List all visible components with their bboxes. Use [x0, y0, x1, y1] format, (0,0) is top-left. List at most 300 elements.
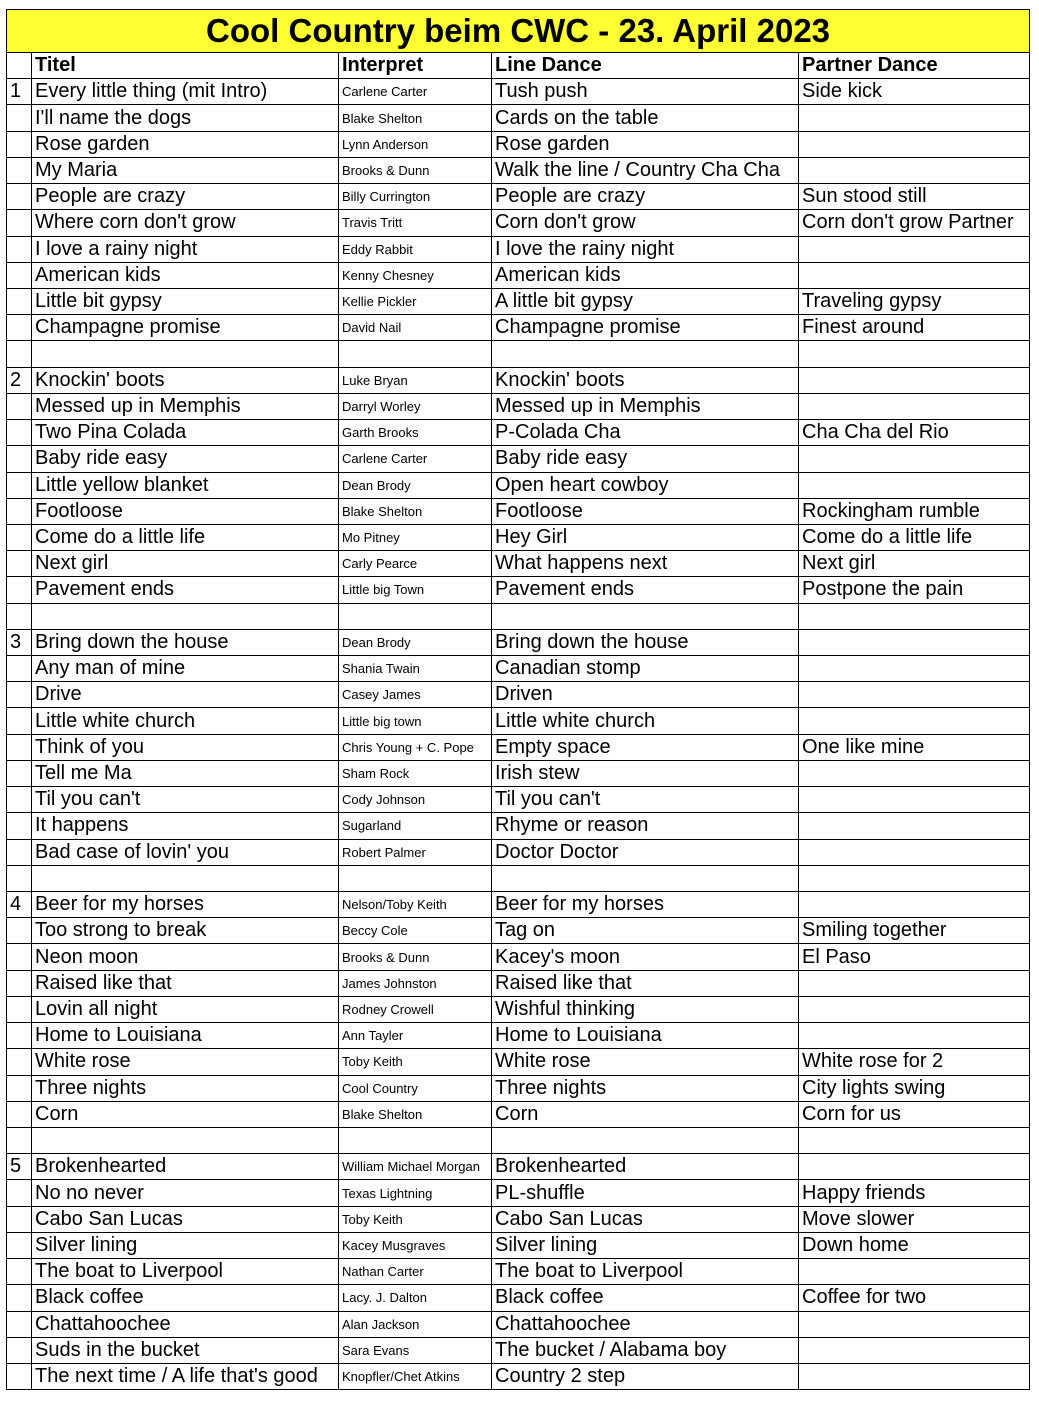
partner-dance-name	[799, 1363, 1030, 1389]
block-number	[7, 1127, 32, 1153]
song-title: Champagne promise	[32, 315, 339, 341]
partner-dance-name	[799, 1023, 1030, 1049]
artist-name	[339, 603, 492, 629]
song-title: I'll name the dogs	[32, 105, 339, 131]
block-number	[7, 1259, 32, 1285]
song-title: White rose	[32, 1049, 339, 1075]
artist-name: Alan Jackson	[339, 1311, 492, 1337]
artist-name: Ann Tayler	[339, 1023, 492, 1049]
song-title: Think of you	[32, 734, 339, 760]
table-row	[7, 472, 1030, 498]
block-number	[7, 996, 32, 1022]
line-dance-name: Bring down the house	[492, 629, 799, 655]
artist-name: Dean Brody	[339, 472, 492, 498]
block-number	[7, 760, 32, 786]
partner-dance-name: Corn for us	[799, 1101, 1030, 1127]
artist-name: Mo Pitney	[339, 524, 492, 550]
table-row	[7, 787, 1030, 813]
artist-name: Sham Rock	[339, 760, 492, 786]
block-number	[7, 551, 32, 577]
partner-dance-name	[799, 105, 1030, 131]
block-number	[7, 918, 32, 944]
artist-name: David Nail	[339, 315, 492, 341]
artist-name: Little big town	[339, 708, 492, 734]
song-title: Bring down the house	[32, 629, 339, 655]
block-number	[7, 787, 32, 813]
table-row	[7, 420, 1030, 446]
artist-name: Beccy Cole	[339, 918, 492, 944]
table-row	[7, 944, 1030, 970]
partner-dance-name	[799, 1154, 1030, 1180]
partner-dance-name	[799, 813, 1030, 839]
artist-name: Lynn Anderson	[339, 131, 492, 157]
table-row	[7, 210, 1030, 236]
block-number	[7, 393, 32, 419]
line-dance-name: Hey Girl	[492, 524, 799, 550]
table-row	[7, 236, 1030, 262]
table-row	[7, 524, 1030, 550]
block-number	[7, 682, 32, 708]
line-dance-name: Three nights	[492, 1075, 799, 1101]
block-number	[7, 472, 32, 498]
table-row	[7, 839, 1030, 865]
line-dance-name: Doctor Doctor	[492, 839, 799, 865]
table-row	[7, 1127, 1030, 1153]
partner-dance-name	[799, 996, 1030, 1022]
line-dance-name: Rhyme or reason	[492, 813, 799, 839]
line-dance-name: Little white church	[492, 708, 799, 734]
line-dance-name: Baby ride easy	[492, 446, 799, 472]
artist-name: Sugarland	[339, 813, 492, 839]
line-dance-name: Brokenhearted	[492, 1154, 799, 1180]
partner-dance-name	[799, 892, 1030, 918]
block-number	[7, 944, 32, 970]
line-dance-name: P-Colada Cha	[492, 420, 799, 446]
block-number	[7, 1023, 32, 1049]
song-title: Too strong to break	[32, 918, 339, 944]
table-row	[7, 1101, 1030, 1127]
line-dance-name: Country 2 step	[492, 1363, 799, 1389]
artist-name: Toby Keith	[339, 1049, 492, 1075]
song-title: Tell me Ma	[32, 760, 339, 786]
table-row	[7, 288, 1030, 314]
title-row	[7, 10, 1030, 53]
line-dance-name: American kids	[492, 262, 799, 288]
line-dance-name: Cabo San Lucas	[492, 1206, 799, 1232]
line-dance-name: Raised like that	[492, 970, 799, 996]
table-row	[7, 682, 1030, 708]
artist-name: Billy Currington	[339, 184, 492, 210]
artist-name: Casey James	[339, 682, 492, 708]
artist-name: Travis Tritt	[339, 210, 492, 236]
table-row	[7, 996, 1030, 1022]
artist-name: Nathan Carter	[339, 1259, 492, 1285]
artist-name: Rodney Crowell	[339, 996, 492, 1022]
song-title: Raised like that	[32, 970, 339, 996]
block-number	[7, 157, 32, 183]
song-title: The next time / A life that's good	[32, 1363, 339, 1389]
artist-name	[339, 865, 492, 891]
table-row	[7, 1154, 1030, 1180]
artist-name: Texas Lightning	[339, 1180, 492, 1206]
block-number	[7, 970, 32, 996]
table-row	[7, 184, 1030, 210]
song-title: I love a rainy night	[32, 236, 339, 262]
block-number: 4	[7, 892, 32, 918]
partner-dance-name: Traveling gypsy	[799, 288, 1030, 314]
partner-dance-name	[799, 708, 1030, 734]
playlist-table-body	[7, 10, 1030, 1390]
block-number	[7, 577, 32, 603]
song-title: Where corn don't grow	[32, 210, 339, 236]
block-number	[7, 446, 32, 472]
artist-name: Cool Country	[339, 1075, 492, 1101]
partner-dance-name: Sun stood still	[799, 184, 1030, 210]
partner-dance-name	[799, 656, 1030, 682]
line-dance-name: A little bit gypsy	[492, 288, 799, 314]
artist-name: Kenny Chesney	[339, 262, 492, 288]
artist-name: Nelson/Toby Keith	[339, 892, 492, 918]
block-number	[7, 1337, 32, 1363]
partner-dance-name	[799, 760, 1030, 786]
line-dance-name: The boat to Liverpool	[492, 1259, 799, 1285]
song-title: Little bit gypsy	[32, 288, 339, 314]
artist-name	[339, 1127, 492, 1153]
line-dance-name: People are crazy	[492, 184, 799, 210]
partner-dance-name: Move slower	[799, 1206, 1030, 1232]
song-title: Baby ride easy	[32, 446, 339, 472]
partner-dance-name	[799, 970, 1030, 996]
line-dance-name: Driven	[492, 682, 799, 708]
block-number	[7, 420, 32, 446]
song-title: Home to Louisiana	[32, 1023, 339, 1049]
partner-dance-name	[799, 865, 1030, 891]
table-row	[7, 446, 1030, 472]
table-row	[7, 865, 1030, 891]
partner-dance-name: Finest around	[799, 315, 1030, 341]
table-row	[7, 1337, 1030, 1363]
song-title: Lovin all night	[32, 996, 339, 1022]
line-dance-name: Canadian stomp	[492, 656, 799, 682]
song-title: Cabo San Lucas	[32, 1206, 339, 1232]
table-row	[7, 1180, 1030, 1206]
song-title: The boat to Liverpool	[32, 1259, 339, 1285]
partner-dance-name	[799, 157, 1030, 183]
header-line-dance: Line Dance	[492, 53, 799, 79]
song-title: Three nights	[32, 1075, 339, 1101]
table-row	[7, 315, 1030, 341]
line-dance-name: Chattahoochee	[492, 1311, 799, 1337]
table-row	[7, 157, 1030, 183]
partner-dance-name: Corn don't grow Partner	[799, 210, 1030, 236]
artist-name	[339, 341, 492, 367]
partner-dance-name: Rockingham rumble	[799, 498, 1030, 524]
block-number	[7, 603, 32, 629]
song-title	[32, 1127, 339, 1153]
block-number	[7, 341, 32, 367]
line-dance-name: Messed up in Memphis	[492, 393, 799, 419]
partner-dance-name: Come do a little life	[799, 524, 1030, 550]
partner-dance-name: White rose for 2	[799, 1049, 1030, 1075]
line-dance-name: What happens next	[492, 551, 799, 577]
artist-name: Blake Shelton	[339, 498, 492, 524]
block-number	[7, 498, 32, 524]
block-number: 2	[7, 367, 32, 393]
block-number	[7, 734, 32, 760]
header-artist: Interpret	[339, 53, 492, 79]
partner-dance-name: Side kick	[799, 79, 1030, 105]
block-number	[7, 262, 32, 288]
song-title: Rose garden	[32, 131, 339, 157]
artist-name: Brooks & Dunn	[339, 157, 492, 183]
partner-dance-name	[799, 629, 1030, 655]
song-title: Bad case of lovin' you	[32, 839, 339, 865]
artist-name: Carlene Carter	[339, 79, 492, 105]
block-number	[7, 1206, 32, 1232]
line-dance-name: Black coffee	[492, 1285, 799, 1311]
block-number	[7, 131, 32, 157]
artist-name: Luke Bryan	[339, 367, 492, 393]
block-number	[7, 315, 32, 341]
partner-dance-name	[799, 1337, 1030, 1363]
song-title	[32, 865, 339, 891]
line-dance-name: Home to Louisiana	[492, 1023, 799, 1049]
line-dance-name: Pavement ends	[492, 577, 799, 603]
partner-dance-name	[799, 603, 1030, 629]
block-number	[7, 1363, 32, 1389]
line-dance-name: I love the rainy night	[492, 236, 799, 262]
partner-dance-name	[799, 1127, 1030, 1153]
song-title: Silver lining	[32, 1232, 339, 1258]
artist-name: Chris Young + C. Pope	[339, 734, 492, 760]
line-dance-name: Tag on	[492, 918, 799, 944]
block-number	[7, 1285, 32, 1311]
block-number	[7, 865, 32, 891]
line-dance-name: Champagne promise	[492, 315, 799, 341]
song-title: Suds in the bucket	[32, 1337, 339, 1363]
table-row	[7, 1232, 1030, 1258]
playlist-table	[6, 9, 1030, 1390]
table-row	[7, 656, 1030, 682]
block-number	[7, 1075, 32, 1101]
table-row	[7, 1259, 1030, 1285]
line-dance-name: Corn don't grow	[492, 210, 799, 236]
partner-dance-name: Down home	[799, 1232, 1030, 1258]
table-row	[7, 892, 1030, 918]
table-row	[7, 1075, 1030, 1101]
song-title: Neon moon	[32, 944, 339, 970]
block-number	[7, 288, 32, 314]
block-number	[7, 1180, 32, 1206]
song-title: Come do a little life	[32, 524, 339, 550]
line-dance-name: Tush push	[492, 79, 799, 105]
line-dance-name: Til you can't	[492, 787, 799, 813]
artist-name: Carly Pearce	[339, 551, 492, 577]
block-number	[7, 656, 32, 682]
page-title: Cool Country beim CWC - 23. April 2023	[7, 10, 1030, 53]
block-number	[7, 236, 32, 262]
partner-dance-name	[799, 682, 1030, 708]
table-row	[7, 760, 1030, 786]
table-row	[7, 498, 1030, 524]
table-row	[7, 1363, 1030, 1389]
song-title: Any man of mine	[32, 656, 339, 682]
line-dance-name: Silver lining	[492, 1232, 799, 1258]
header-row	[7, 53, 1030, 79]
artist-name: Dean Brody	[339, 629, 492, 655]
line-dance-name: Wishful thinking	[492, 996, 799, 1022]
line-dance-name: Empty space	[492, 734, 799, 760]
partner-dance-name: Cha Cha del Rio	[799, 420, 1030, 446]
artist-name: Kacey Musgraves	[339, 1232, 492, 1258]
partner-dance-name	[799, 367, 1030, 393]
partner-dance-name: Next girl	[799, 551, 1030, 577]
artist-name: Blake Shelton	[339, 1101, 492, 1127]
line-dance-name: Open heart cowboy	[492, 472, 799, 498]
table-row	[7, 262, 1030, 288]
partner-dance-name: Happy friends	[799, 1180, 1030, 1206]
block-number	[7, 813, 32, 839]
line-dance-name: White rose	[492, 1049, 799, 1075]
song-title: Every little thing (mit Intro)	[32, 79, 339, 105]
table-row	[7, 367, 1030, 393]
artist-name: Robert Palmer	[339, 839, 492, 865]
song-title: People are crazy	[32, 184, 339, 210]
song-title: Pavement ends	[32, 577, 339, 603]
song-title: Corn	[32, 1101, 339, 1127]
block-number	[7, 1049, 32, 1075]
line-dance-name: Beer for my horses	[492, 892, 799, 918]
line-dance-name: Corn	[492, 1101, 799, 1127]
block-number	[7, 210, 32, 236]
partner-dance-name	[799, 787, 1030, 813]
line-dance-name: The bucket / Alabama boy	[492, 1337, 799, 1363]
song-title	[32, 341, 339, 367]
table-row	[7, 603, 1030, 629]
song-title: Knockin' boots	[32, 367, 339, 393]
song-title: Two Pina Colada	[32, 420, 339, 446]
partner-dance-name	[799, 1311, 1030, 1337]
partner-dance-name	[799, 131, 1030, 157]
partner-dance-name	[799, 393, 1030, 419]
song-title: It happens	[32, 813, 339, 839]
artist-name: Garth Brooks	[339, 420, 492, 446]
artist-name: Toby Keith	[339, 1206, 492, 1232]
artist-name: William Michael Morgan	[339, 1154, 492, 1180]
artist-name: Lacy. J. Dalton	[339, 1285, 492, 1311]
table-row	[7, 734, 1030, 760]
song-title: Chattahoochee	[32, 1311, 339, 1337]
song-title: American kids	[32, 262, 339, 288]
line-dance-name: Footloose	[492, 498, 799, 524]
table-row	[7, 1206, 1030, 1232]
song-title	[32, 603, 339, 629]
block-number	[7, 708, 32, 734]
partner-dance-name	[799, 472, 1030, 498]
partner-dance-name	[799, 446, 1030, 472]
table-row	[7, 577, 1030, 603]
song-title: Little yellow blanket	[32, 472, 339, 498]
line-dance-name: Walk the line / Country Cha Cha	[492, 157, 799, 183]
line-dance-name	[492, 603, 799, 629]
block-number	[7, 1232, 32, 1258]
table-row	[7, 708, 1030, 734]
partner-dance-name	[799, 262, 1030, 288]
block-number: 5	[7, 1154, 32, 1180]
song-title: Black coffee	[32, 1285, 339, 1311]
block-number	[7, 184, 32, 210]
line-dance-name	[492, 865, 799, 891]
song-title: Footloose	[32, 498, 339, 524]
artist-name: Cody Johnson	[339, 787, 492, 813]
table-row	[7, 918, 1030, 944]
partner-dance-name: Coffee for two	[799, 1285, 1030, 1311]
artist-name: Carlene Carter	[339, 446, 492, 472]
header-number	[7, 53, 32, 79]
artist-name: Kellie Pickler	[339, 288, 492, 314]
table-row	[7, 970, 1030, 996]
table-row	[7, 1311, 1030, 1337]
block-number	[7, 105, 32, 131]
artist-name: Little big Town	[339, 577, 492, 603]
header-partner-dance: Partner Dance	[799, 53, 1030, 79]
table-row	[7, 131, 1030, 157]
line-dance-name: PL-shuffle	[492, 1180, 799, 1206]
partner-dance-name	[799, 341, 1030, 367]
artist-name: Darryl Worley	[339, 393, 492, 419]
artist-name: James Johnston	[339, 970, 492, 996]
artist-name: Brooks & Dunn	[339, 944, 492, 970]
song-title: Til you can't	[32, 787, 339, 813]
artist-name: Blake Shelton	[339, 105, 492, 131]
line-dance-name: Cards on the table	[492, 105, 799, 131]
song-title: Drive	[32, 682, 339, 708]
header-title: Titel	[32, 53, 339, 79]
partner-dance-name: One like mine	[799, 734, 1030, 760]
line-dance-name: Rose garden	[492, 131, 799, 157]
table-row	[7, 551, 1030, 577]
partner-dance-name	[799, 1259, 1030, 1285]
table-row	[7, 813, 1030, 839]
block-number	[7, 524, 32, 550]
song-title: Little white church	[32, 708, 339, 734]
song-title: Brokenhearted	[32, 1154, 339, 1180]
partner-dance-name: Postpone the pain	[799, 577, 1030, 603]
partner-dance-name: Smiling together	[799, 918, 1030, 944]
song-title: Next girl	[32, 551, 339, 577]
partner-dance-name	[799, 236, 1030, 262]
block-number	[7, 839, 32, 865]
song-title: My Maria	[32, 157, 339, 183]
table-row	[7, 341, 1030, 367]
block-number	[7, 1101, 32, 1127]
partner-dance-name: El Paso	[799, 944, 1030, 970]
block-number	[7, 1311, 32, 1337]
block-number: 3	[7, 629, 32, 655]
artist-name: Knopfler/Chet Atkins	[339, 1363, 492, 1389]
line-dance-name	[492, 1127, 799, 1153]
block-number: 1	[7, 79, 32, 105]
table-row	[7, 1285, 1030, 1311]
song-title: No no never	[32, 1180, 339, 1206]
table-row	[7, 1023, 1030, 1049]
table-row	[7, 393, 1030, 419]
song-title: Beer for my horses	[32, 892, 339, 918]
song-title: Messed up in Memphis	[32, 393, 339, 419]
table-row	[7, 1049, 1030, 1075]
table-row	[7, 629, 1030, 655]
artist-name: Sara Evans	[339, 1337, 492, 1363]
